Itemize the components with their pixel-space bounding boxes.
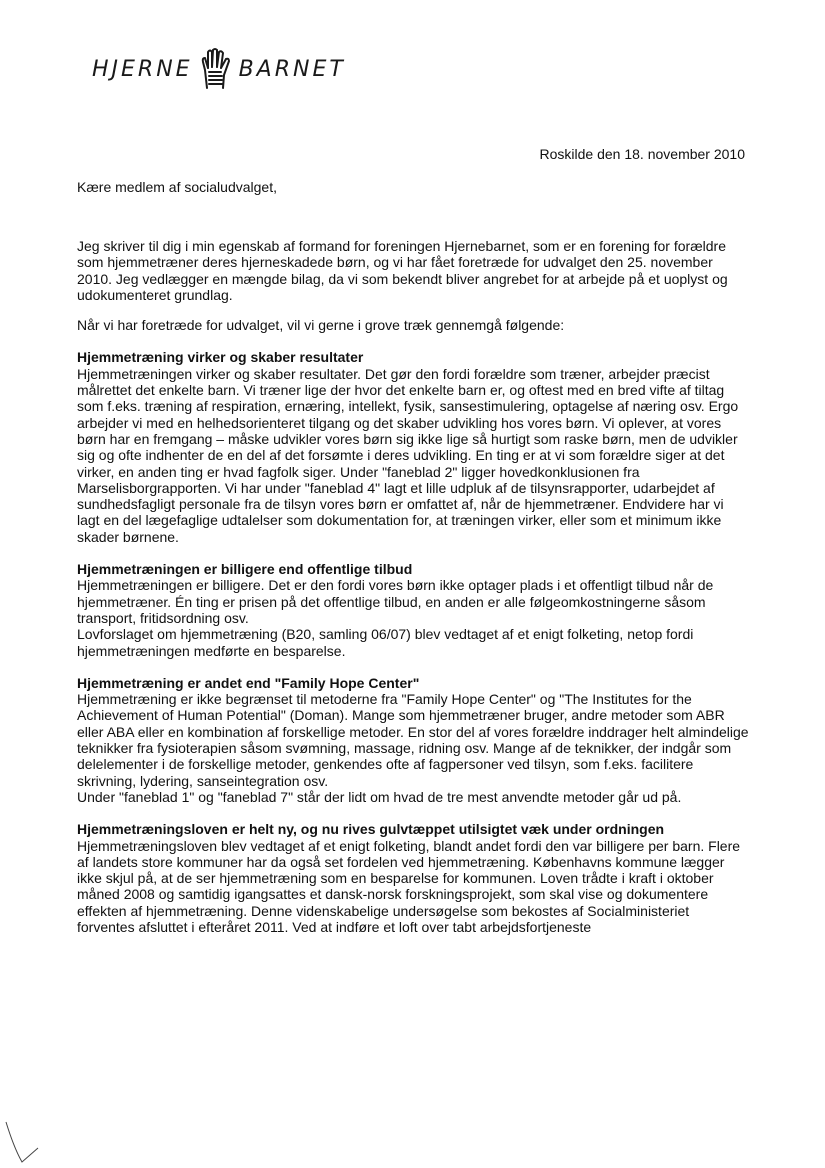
margin-scribble [4,1118,44,1166]
section-paragraph: Under "faneblad 1" og "faneblad 7" står der lidt om hvad de tre mest anvendte metoder går ud på. [77,788,682,805]
section-heading: Hjemmetræning er andet end "Family Hope Center" [77,674,420,691]
section-methods [77,675,749,805]
letter-body [77,238,749,951]
intro-paragraph: Jeg skriver til dig i min egenskab af formand for foreningen Hjernebarnet, som er en forening for forældre som hjemmetræner deres hjerneskadede børn, og vi har fået foretræde for udvalget den 25. november 2010. Jeg vedlægger en mængde bilag, da vi som bekendt bliver angrebet for at arbejde på et uoplyst og udokumenteret grundlag. [77,238,728,303]
section-results [77,349,749,545]
section-paragraph: Hjemmetræningen er billigere. Det er den fordi vores børn ikke optager plads i et offentligt tilbud når de hjemmetræner. Én ting er prisen på det offentlige tilbud, en anden er alle følgeomkostningerne såsom transport, fritidsordning osv. [77,577,714,626]
logo [92,48,346,90]
section-paragraph: Hjemmetræningen virker og skaber resultater. Det gør den fordi forældre som træner, arbejder præcist målrettet det enkelte barn. Vi træner lige der hvor det enkelte barn er, og oftest med en bred vifte af tiltag som f.eks. træning af respiration, ernæring, intellekt, fysik, sansestimulering, optagelse af næring osv. Ergo arbejder vi med en helhedsorienteret tilgang og det skaber udvikling hos vores børn. Vi oplever, at vores børn har en fremgang – måske udvikler vores børn sig ikke lige så hurtigt som raske børn, men de udvikler sig og ofte indhenter de en del af det forsømte i deres udvikling. En ting er at vi som forældre siger at det virker, en anden ting er hvad fagfolk siger. Under "faneblad 2" ligger hovedkonklusionen fra Marselisborgrapporten. Vi har under "faneblad 4" lagt et lille udpluk af de tilsynsrapporter, udarbejdet af sundhedsfagligt personale fra de tilsyn vores børn er omfattet af, når de hjemmetræner. Endvidere har vi lagt en del lægefaglige udtalelser som dokumentation for, at træningen virker, eller som et minimum ikke skader børnene. [77,365,739,545]
section-cheaper [77,561,749,659]
section-heading: Hjemmetræningsloven er helt ny, og nu rives gulvtæppet utilsigtet væk under ordningen [77,821,665,838]
date-line: Roskilde den 18. november 2010 [539,146,745,162]
hand-icon [199,48,233,90]
section-law [77,821,749,935]
section-heading: Hjemmetræningen er billigere end offentlige tilbud [77,561,413,578]
logo-text-left: HJERNE [92,56,193,82]
lead-paragraph: Når vi har foretræde for udvalget, vil vi gerne i grove træk gennemgå følgende: [77,317,565,334]
section-heading: Hjemmetræning virker og skaber resultater [77,349,364,366]
section-paragraph: Hjemmetræningsloven blev vedtaget af et enigt folketing, blandt andet fordi den var billigere per barn. Flere af landets store kommuner har da også set fordelen ved hjemmetræning. Københavns kommune lægger ikke skjul på, at de ser hjemmetræning som en besparelse for kommunen. Loven trådte i kraft i oktober måned 2008 og samtidig igangsattes et dansk-norsk forskningsprojekt, som skal vise og dokumentere effekten af hjemmetræning. Denne videnskabelige undersøgelse som bekostes af Socialministeriet forventes afsluttet i efteråret 2011. Ved at indføre et loft over tabt arbejdsfortjeneste [77,837,741,935]
salutation: Kære medlem af socialudvalget, [77,179,277,195]
section-paragraph: Hjemmetræning er ikke begrænset til metoderne fra "Family Hope Center" og "The Institutes for the Achievement of Human Potential" (Doman). Mange som hjemmetræner bruger, andre metoder som ABR eller ABA eller en kombination af forskellige metoder. En stor del af vores forældre inddrager helt almindelige teknikker fra fysioterapien såsom svømning, massage, ridning osv. Mange af de teknikker, der indgår som delelementer i de forskellige metoder, genkendes ofte af fagpersoner ved tilsyn, som f.eks. facilitere skrivning, lydering, sanseintegration osv. [77,691,749,789]
logo-text-right: BARNET [238,56,346,82]
section-paragraph: Lovforslaget om hjemmetræning (B20, samling 06/07) blev vedtaget af et enigt folketing, netop fordi hjemmetræningen medførte en besparelse. [77,626,694,659]
